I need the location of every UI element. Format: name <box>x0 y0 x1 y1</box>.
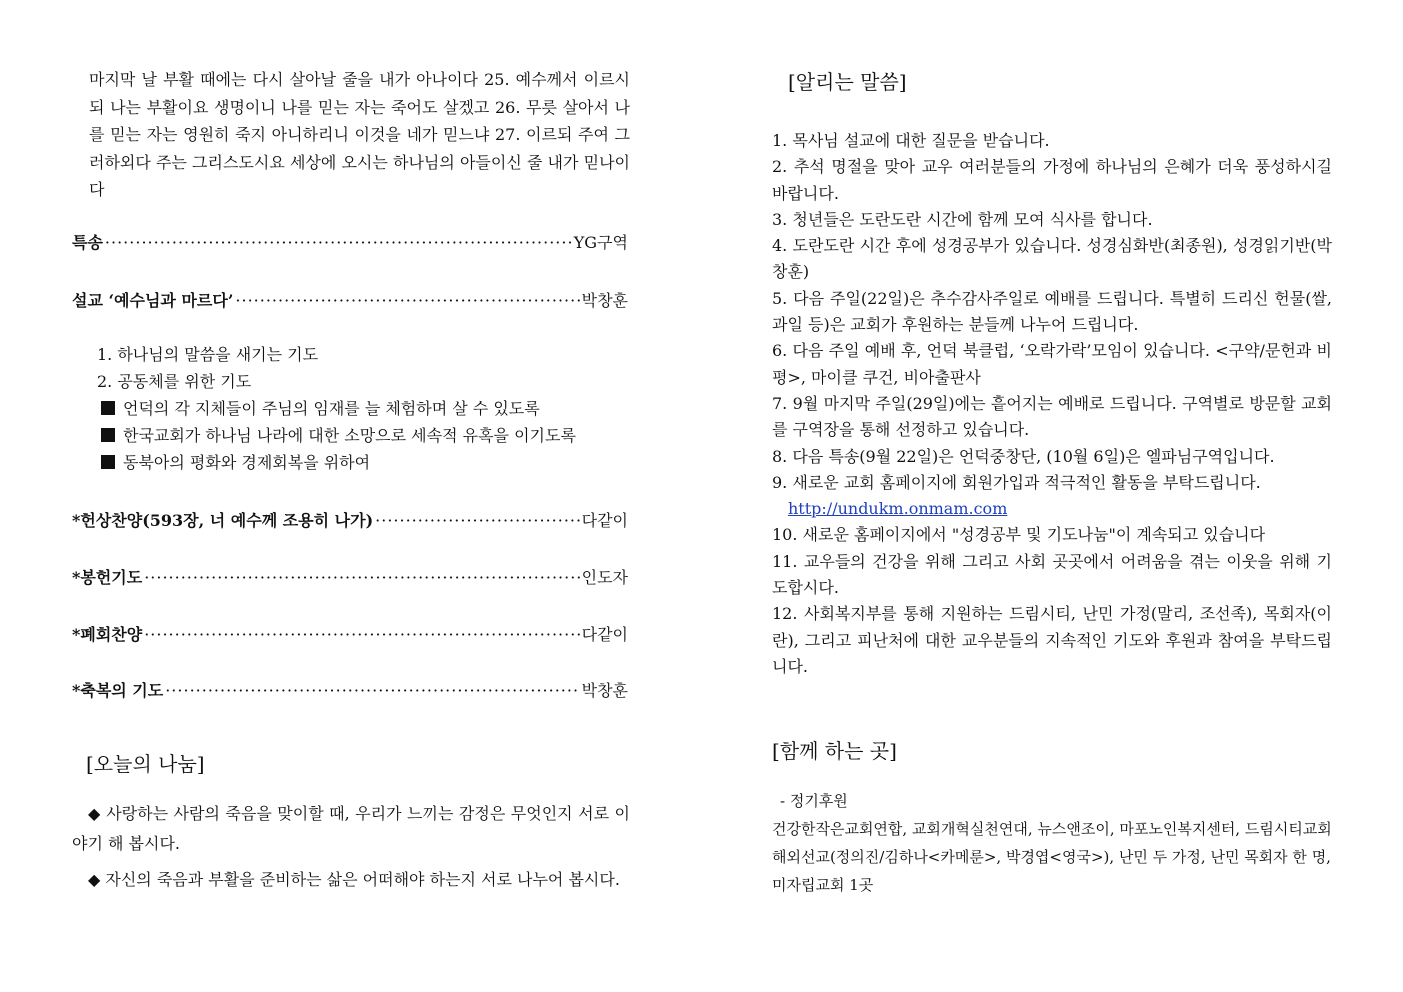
offering-prayer-line <box>72 565 628 588</box>
prayer-point-text: 동북아의 평화와 경제회복을 위하여 <box>123 453 371 472</box>
notice-item: 3. 청년들은 도란도란 시간에 함께 모여 식사를 합니다. <box>772 209 1153 229</box>
closing-hymn-line <box>72 622 628 645</box>
notice-item: 2. 추석 명절을 맞아 교우 여러분들의 가정에 하나님의 은혜가 더욱 풍성하시길 바랍니다. <box>772 157 1332 203</box>
dot-leader <box>375 511 579 530</box>
notice-item: 6. 다음 주일 예배 후, 언덕 북클럽, ‘오락가락’모임이 있습니다. <구약/문헌과 비평>, 마이클 쿠건, 비아출판사 <box>772 341 1332 387</box>
square-bullet-icon <box>101 455 115 469</box>
sharing-section <box>72 799 630 895</box>
notice-item: 8. 다음 특송(9월 22일)은 언덕중창단, (10월 6일)은 엘파님구역입니다. <box>772 446 1275 466</box>
notice-list <box>772 128 1332 680</box>
prayer-point <box>101 395 627 422</box>
prayer-point-text: 한국교회가 하나님 나라에 대한 소망으로 세속적 유혹을 이기도록 <box>123 426 576 445</box>
notice-title: [알리는 말씀] <box>788 70 907 94</box>
notice-item: 5. 다음 주일(22일)은 추수감사주일로 예배를 드립니다. 특별히 드리신 헌물(쌀, 과일 등)은 교회가 후원하는 분들께 나누어 드립니다. <box>772 288 1332 335</box>
notice-item: 11. 교우들의 건강을 위해 그리고 사회 곳곳에서 어려움을 겪는 이웃을 위해 기도합시다. <box>772 551 1332 598</box>
offering-prayer-label: *봉헌기도 <box>72 568 143 587</box>
dot-leader <box>144 625 579 644</box>
notice-item: 7. 9월 마지막 주일(29일)에는 흩어지는 예배로 드립니다. 구역별로 방문할 교회를 구역장을 통해 선정하고 있습니다. <box>772 393 1332 440</box>
square-bullet-icon <box>101 401 115 415</box>
prayer-item: 1. 하나님의 말씀을 새기는 기도 <box>97 345 319 364</box>
notice-item: 12. 사회복지부를 통해 지원하는 드림시티, 난민 가정(말리, 조선족), 목회자(이란), 그리고 피난처에 대한 교우분들의 지속적인 기도와 후원과 참여을 부탁드립니다. <box>772 604 1332 676</box>
special-song-label: 특송 <box>72 233 103 252</box>
closing-hymn-person: 다같이 <box>581 625 628 644</box>
sharing-question: ◆ 자신의 죽음과 부활을 준비하는 삶은 어떠해야 하는지 서로 나누어 봅시다. <box>88 870 620 889</box>
sharing-title: [오늘의 나눔] <box>86 752 205 776</box>
prayer-point-text: 언덕의 각 지체들이 주님의 임재를 늘 체험하며 살 수 있도록 <box>123 399 540 418</box>
sharing-question: ◆ 사랑하는 사람의 죽음을 맞이할 때, 우리가 느끼는 감정은 무엇인지 서로 이야기 해 봅시다. <box>72 804 630 853</box>
together-subtitle: - 정기후원 <box>780 792 848 810</box>
sermon-label: 설교 ‘예수님과 마르다’ <box>72 291 234 310</box>
together-title: [함께 하는 곳] <box>772 739 897 763</box>
benediction-line <box>72 678 628 701</box>
dot-leader <box>235 291 579 310</box>
offering-prayer-person: 인도자 <box>581 568 628 587</box>
closing-hymn-label: *폐회찬양 <box>72 625 143 644</box>
benediction-label: *축복의 기도 <box>72 681 164 700</box>
benediction-person: 박창훈 <box>581 681 628 700</box>
special-song-person: YG구역 <box>573 233 628 252</box>
scripture-verse: 마지막 날 부활 때에는 다시 살아날 줄을 내가 아나이다 25. 예수께서 이르시되 나는 부활이요 생명이니 나를 믿는 자는 죽어도 살겠고 26. 무릇 살아서 나를 믿는 자는 영원히 죽지 아니하리니 이것을 네가 믿느냐 27. 이르되 주여 그러하외다 주는 그리스도시요 세상에 오시는 하나님의 아들이신 줄 내가 믿나이다 <box>89 70 630 199</box>
notice-item: 4. 도란도란 시간 후에 성경공부가 있습니다. 성경심화반(최종원), 성경읽기반(박창훈) <box>772 236 1332 282</box>
offering-hymn-line <box>72 508 628 531</box>
together-section <box>772 787 1334 899</box>
prayer-point <box>101 422 627 449</box>
sermon-line <box>72 288 628 311</box>
special-song-line <box>72 230 628 253</box>
dot-leader <box>105 233 572 252</box>
prayer-points <box>101 395 627 476</box>
together-line: 건강한작은교회연합, 교회개혁실천연대, 뉴스앤조이, 마포노인복지센터, 드림시티교회 <box>772 820 1332 838</box>
square-bullet-icon <box>101 428 115 442</box>
notice-item: 10. 새로운 홈페이지에서 "성경공부 및 기도나눔"이 계속되고 있습니다 <box>772 525 1266 545</box>
together-line: 해외선교(정의진/김하나<카메룬>, 박경엽<영국>), 난민 두 가정, 난민 목회자 한 명, <box>772 848 1331 866</box>
dot-leader <box>165 681 579 700</box>
prayer-point <box>101 449 627 476</box>
together-line: 미자립교회 1곳 <box>772 876 874 894</box>
sermon-person: 박창훈 <box>581 291 628 310</box>
offering-hymn-label: *헌상찬양(593장, 너 예수께 조용히 나가) <box>72 511 374 530</box>
prayer-list <box>97 341 627 476</box>
dot-leader <box>144 568 579 587</box>
prayer-item: 2. 공동체를 위한 기도 <box>97 372 252 391</box>
notice-item: 1. 목사님 설교에 대한 질문을 받습니다. <box>772 131 1050 150</box>
offering-hymn-person: 다같이 <box>581 511 628 530</box>
homepage-link[interactable]: http://undukm.onmam.com <box>788 499 1008 519</box>
notice-item: 9. 새로운 교회 홈페이지에 회원가입과 적극적인 활동을 부탁드립니다. http://undukm.onmam.com <box>772 472 1261 519</box>
